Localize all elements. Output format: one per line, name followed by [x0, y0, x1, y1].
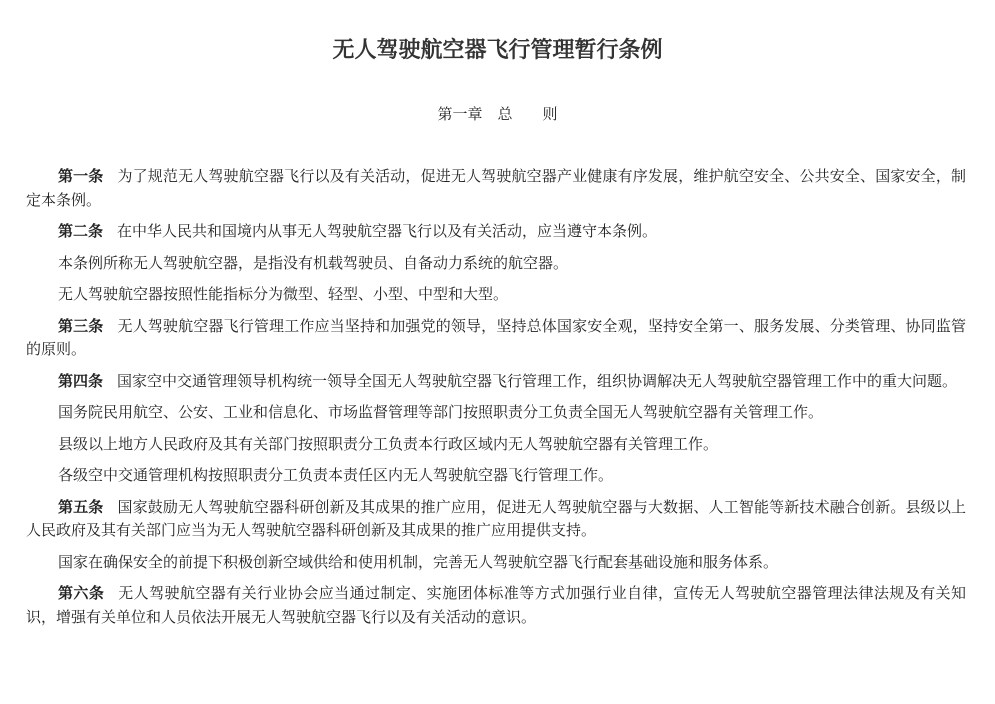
- article-label: 第三条: [58, 316, 104, 335]
- article-label: 第四条: [58, 371, 104, 390]
- paragraph-article-2-clause-2: [26, 252, 966, 276]
- paragraph-text: 为了规范无人驾驶航空器飞行以及有关活动，促进无人驾驶航空器产业健康有序发展，维护航空安全、公共安全、国家安全，制定本条例。: [26, 167, 966, 209]
- paragraph-text: 国务院民用航空、公安、工业和信息化、市场监督管理等部门按照职责分工负责全国无人驾驶航空器有关管理工作。: [58, 403, 824, 421]
- document-title: 无人驾驶航空器飞行管理暂行条例: [332, 37, 663, 63]
- paragraph-article-5: [26, 496, 966, 543]
- paragraph-text: 无人驾驶航空器飞行管理工作应当坚持和加强党的领导，坚持总体国家安全观，坚持安全第一、服务发展、分类管理、协同监管的原则。: [26, 316, 966, 358]
- paragraph-text: 国家在确保安全的前提下积极创新空域供给和使用机制，完善无人驾驶航空器飞行配套基础设施和服务体系。: [58, 552, 779, 571]
- article-body: [26, 165, 966, 637]
- article-label: 第五条: [58, 497, 104, 516]
- article-label: 第二条: [58, 222, 104, 240]
- paragraph-text: 本条例所称无人驾驶航空器，是指没有机载驾驶员、自备动力系统的航空器。: [58, 253, 569, 272]
- paragraph-article-4-clause-2: [26, 401, 966, 425]
- paragraph-article-2: [26, 220, 966, 244]
- paragraph-article-4-clause-4: [26, 464, 966, 488]
- article-label: 第一条: [58, 167, 104, 185]
- paragraph-text: 在中华人民共和国境内从事无人驾驶航空器飞行以及有关活动，应当遵守本条例。: [117, 222, 658, 240]
- paragraph-text: 国家鼓励无人驾驶航空器科研创新及其成果的推广应用，促进无人驾驶航空器与大数据、人工智能等新技术融合创新。县级以上人民政府及其有关部门应当为无人驾驶航空器科研创新及其成果的推广应用提供支持。: [26, 497, 966, 539]
- chapter-heading: 第一章 总 则: [437, 105, 558, 123]
- paragraph-article-4: [26, 370, 966, 394]
- paragraph-article-1: [26, 165, 966, 212]
- paragraph-text: 县级以上地方人民政府及其有关部门按照职责分工负责本行政区域内无人驾驶航空器有关管理工作。: [58, 434, 719, 453]
- paragraph-text: 各级空中交通管理机构按照职责分工负责本责任区内无人驾驶航空器飞行管理工作。: [58, 466, 614, 484]
- paragraph-article-6: [26, 582, 966, 629]
- paragraph-text: 无人驾驶航空器按照性能指标分为微型、轻型、小型、中型和大型。: [58, 285, 509, 303]
- paragraph-text: 无人驾驶航空器有关行业协会应当通过制定、实施团体标准等方式加强行业自律，宣传无人驾驶航空器管理法律法规及有关知识，增强有关单位和人员依法开展无人驾驶航空器飞行以及有关活动的意识。: [26, 584, 966, 626]
- paragraph-article-3: [26, 315, 966, 362]
- paragraph-article-5-clause-2: [26, 551, 966, 575]
- article-label: 第六条: [58, 584, 105, 602]
- paragraph-article-2-clause-3: [26, 283, 966, 307]
- paragraph-article-4-clause-3: [26, 433, 966, 457]
- paragraph-text: 国家空中交通管理领导机构统一领导全国无人驾驶航空器飞行管理工作，组织协调解决无人驾驶航空器管理工作中的重大问题。: [117, 371, 958, 390]
